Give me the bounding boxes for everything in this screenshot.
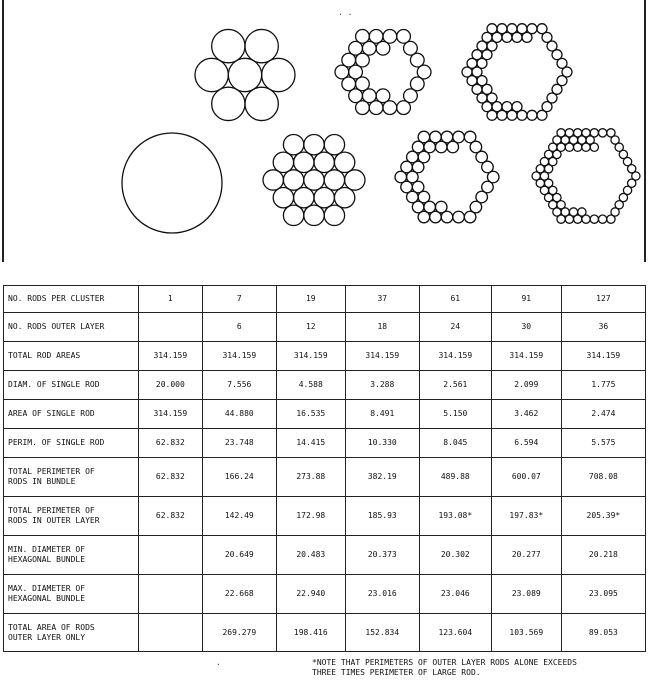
- row-label-line: NO. RODS PER CLUSTER: [8, 294, 105, 303]
- table-cell: 382.19: [345, 458, 419, 497]
- table-cell: 166.24: [202, 458, 276, 497]
- table-cell: 1.775: [561, 371, 645, 400]
- table-cell: 37: [345, 286, 419, 313]
- table-cell: 314.159: [491, 342, 561, 371]
- table-cell: 7: [202, 286, 276, 313]
- table-cell: 20.000: [138, 371, 202, 400]
- rod-circle: [304, 134, 324, 154]
- rod-circle: [273, 152, 293, 172]
- rod-circle: [314, 187, 334, 207]
- table-cell: 2.474: [561, 400, 645, 429]
- table-cell: 5.150: [419, 400, 491, 429]
- rod-circle: [212, 87, 245, 120]
- rod-circle: [263, 170, 283, 190]
- table-cell: 23.089: [491, 575, 561, 614]
- table-cell: 314.159: [276, 342, 345, 371]
- footnote: [312, 658, 577, 678]
- table-cell: 123.604: [419, 614, 491, 652]
- row-label: [4, 536, 139, 575]
- rod-circle: [273, 187, 293, 207]
- table-cell: 185.93: [345, 497, 419, 536]
- table-cell: 489.88: [419, 458, 491, 497]
- table-cell: 14.415: [276, 429, 345, 458]
- rod-circle: [324, 205, 344, 225]
- table-cell: 314.159: [138, 342, 202, 371]
- table-cell: 127: [561, 286, 645, 313]
- table-cell: 7.556: [202, 371, 276, 400]
- rod-circle: [383, 101, 397, 115]
- table-cell: 152.834: [345, 614, 419, 652]
- rod-circle: [334, 152, 354, 172]
- table-row: [4, 497, 646, 536]
- table-cell: 91: [491, 286, 561, 313]
- rod-circle: [283, 134, 303, 154]
- table-row: [4, 458, 646, 497]
- table-cell: 1: [138, 286, 202, 313]
- table-cell: 273.88: [276, 458, 345, 497]
- table-cell: 314.159: [345, 342, 419, 371]
- row-label-line: TOTAL ROD AREAS: [8, 351, 81, 360]
- row-label-line: RODS IN OUTER LAYER: [8, 516, 100, 525]
- table-cell: 62.832: [138, 497, 202, 536]
- table-cell: 36: [561, 313, 645, 342]
- rod-circle: [228, 58, 261, 91]
- rod-circle: [590, 215, 598, 223]
- table-cell: [138, 313, 202, 342]
- table-cell: 62.832: [138, 458, 202, 497]
- rod-cluster-diagrams: [0, 0, 648, 262]
- footnote-line-2: THREE TIMES PERIMETER OF LARGE ROD.: [312, 668, 481, 677]
- table-cell: 12: [276, 313, 345, 342]
- rod-circle: [598, 215, 606, 223]
- table-cell: 20.373: [345, 536, 419, 575]
- table-cell: 4.588: [276, 371, 345, 400]
- rod-circle: [441, 211, 453, 223]
- row-label-line: OUTER LAYER ONLY: [8, 632, 86, 642]
- row-label-line: AREA OF SINGLE ROD: [8, 409, 95, 418]
- row-label: [4, 342, 139, 371]
- rod-circle: [245, 87, 278, 120]
- row-label: [4, 429, 139, 458]
- rod-circle: [517, 110, 527, 120]
- table-cell: 314.159: [419, 342, 491, 371]
- table-cell: [138, 536, 202, 575]
- rod-circle: [527, 24, 537, 34]
- row-label: [4, 400, 139, 429]
- stray-mark-top: · ·: [338, 10, 353, 19]
- table-cell: 198.416: [276, 614, 345, 652]
- table-cell: 19: [276, 286, 345, 313]
- table-cell: 3.288: [345, 371, 419, 400]
- table-cell: 314.159: [561, 342, 645, 371]
- rod-circle: [453, 211, 465, 223]
- table-body: [4, 286, 646, 652]
- row-label: [4, 497, 139, 536]
- table-cell: 23.016: [345, 575, 419, 614]
- table-cell: 20.218: [561, 536, 645, 575]
- rod-circle: [487, 171, 499, 183]
- table-cell: 30: [491, 313, 561, 342]
- table-cell: 8.491: [345, 400, 419, 429]
- table-cell: 600.07: [491, 458, 561, 497]
- rod-circle: [334, 187, 354, 207]
- table-cell: [138, 614, 202, 652]
- table-cell: 24: [419, 313, 491, 342]
- row-label: [4, 371, 139, 400]
- row-label-line: TOTAL PERIMETER OF: [8, 467, 95, 476]
- rod-circle: [294, 187, 314, 207]
- table-cell: 61: [419, 286, 491, 313]
- row-label-line: HEXAGONAL BUNDLE: [8, 594, 86, 603]
- table-row: [4, 286, 646, 313]
- row-label: [4, 458, 139, 497]
- rod-circle: [417, 65, 431, 79]
- footnote-line-1: *NOTE THAT PERIMETERS OF OUTER LAYER RODS ALONE EXCEEDS: [312, 658, 577, 667]
- rod-circle: [283, 205, 303, 225]
- table-cell: 89.053: [561, 614, 645, 652]
- row-label-line: TOTAL PERIMETER OF: [8, 506, 95, 515]
- stray-mark-bottom: ·: [216, 660, 221, 669]
- table-cell: 20.277: [491, 536, 561, 575]
- row-label-line: PERIM. OF SINGLE ROD: [8, 438, 105, 447]
- table-cell: 5.575: [561, 429, 645, 458]
- rod-circle: [590, 129, 598, 137]
- table-cell: 62.832: [138, 429, 202, 458]
- rod-circle: [314, 152, 334, 172]
- table-cell: 205.39*: [561, 497, 645, 536]
- table-cell: 18: [345, 313, 419, 342]
- row-label: [4, 614, 139, 652]
- table-cell: [138, 575, 202, 614]
- table-row: [4, 313, 646, 342]
- rod-circle: [324, 134, 344, 154]
- table-cell: 6: [202, 313, 276, 342]
- row-label: [4, 286, 139, 313]
- table-row: [4, 342, 646, 371]
- table-cell: 20.649: [202, 536, 276, 575]
- rod-circle: [324, 170, 344, 190]
- row-label: [4, 575, 139, 614]
- table-row: [4, 536, 646, 575]
- row-label-line: MAX. DIAMETER OF: [8, 584, 86, 593]
- table-row: [4, 614, 646, 652]
- table-row: [4, 575, 646, 614]
- row-label-line: RODS IN BUNDLE: [8, 477, 76, 486]
- rod-circle: [590, 143, 598, 151]
- rod-circle: [262, 58, 295, 91]
- table-row: [4, 400, 646, 429]
- table-cell: 142.49: [202, 497, 276, 536]
- rod-circle: [598, 129, 606, 137]
- table-cell: 314.159: [138, 400, 202, 429]
- table-cell: 197.83*: [491, 497, 561, 536]
- single-rod-circle: [122, 133, 222, 233]
- table-cell: 2.099: [491, 371, 561, 400]
- row-label: [4, 313, 139, 342]
- rod-circle: [453, 131, 465, 143]
- row-label-line: DIAM. OF SINGLE ROD: [8, 380, 100, 389]
- table-row: [4, 429, 646, 458]
- rod-bundle-table: [3, 285, 646, 652]
- table-cell: 44.880: [202, 400, 276, 429]
- table-cell: 23.046: [419, 575, 491, 614]
- table-cell: 20.302: [419, 536, 491, 575]
- table-cell: 20.483: [276, 536, 345, 575]
- table-cell: 16.535: [276, 400, 345, 429]
- rod-circle: [304, 205, 324, 225]
- frame-line-left: [2, 0, 4, 262]
- table-cell: 8.045: [419, 429, 491, 458]
- table-cell: 22.940: [276, 575, 345, 614]
- row-label-line: NO. RODS OUTER LAYER: [8, 322, 105, 331]
- rod-bundle-figure: [0, 0, 648, 262]
- rod-circle: [562, 67, 572, 77]
- table-cell: 172.98: [276, 497, 345, 536]
- rod-circle: [582, 215, 590, 223]
- rod-circle: [383, 30, 397, 44]
- table-cell: 269.279: [202, 614, 276, 652]
- rod-circle: [294, 152, 314, 172]
- table-cell: 23.748: [202, 429, 276, 458]
- table-cell: 22.668: [202, 575, 276, 614]
- table-cell: 23.095: [561, 575, 645, 614]
- table-cell: 2.561: [419, 371, 491, 400]
- table-cell: 193.08*: [419, 497, 491, 536]
- table-cell: 314.159: [202, 342, 276, 371]
- table-cell: 6.594: [491, 429, 561, 458]
- rod-circle: [304, 170, 324, 190]
- rod-circle: [345, 170, 365, 190]
- rod-circle: [283, 170, 303, 190]
- rod-circle: [245, 29, 278, 62]
- table-cell: 3.462: [491, 400, 561, 429]
- table-cell: 10.330: [345, 429, 419, 458]
- rod-circle: [527, 110, 537, 120]
- table-cell: 103.569: [491, 614, 561, 652]
- frame-line-right: [644, 0, 646, 262]
- row-label-line: MIN. DIAMETER OF: [8, 545, 86, 554]
- row-label-line: TOTAL AREA OF RODS: [8, 622, 95, 632]
- rod-circle: [212, 29, 245, 62]
- table-cell: 708.08: [561, 458, 645, 497]
- rod-circle: [632, 172, 640, 180]
- table-row: [4, 371, 646, 400]
- row-label-line: HEXAGONAL BUNDLE: [8, 555, 86, 564]
- rod-circle: [195, 58, 228, 91]
